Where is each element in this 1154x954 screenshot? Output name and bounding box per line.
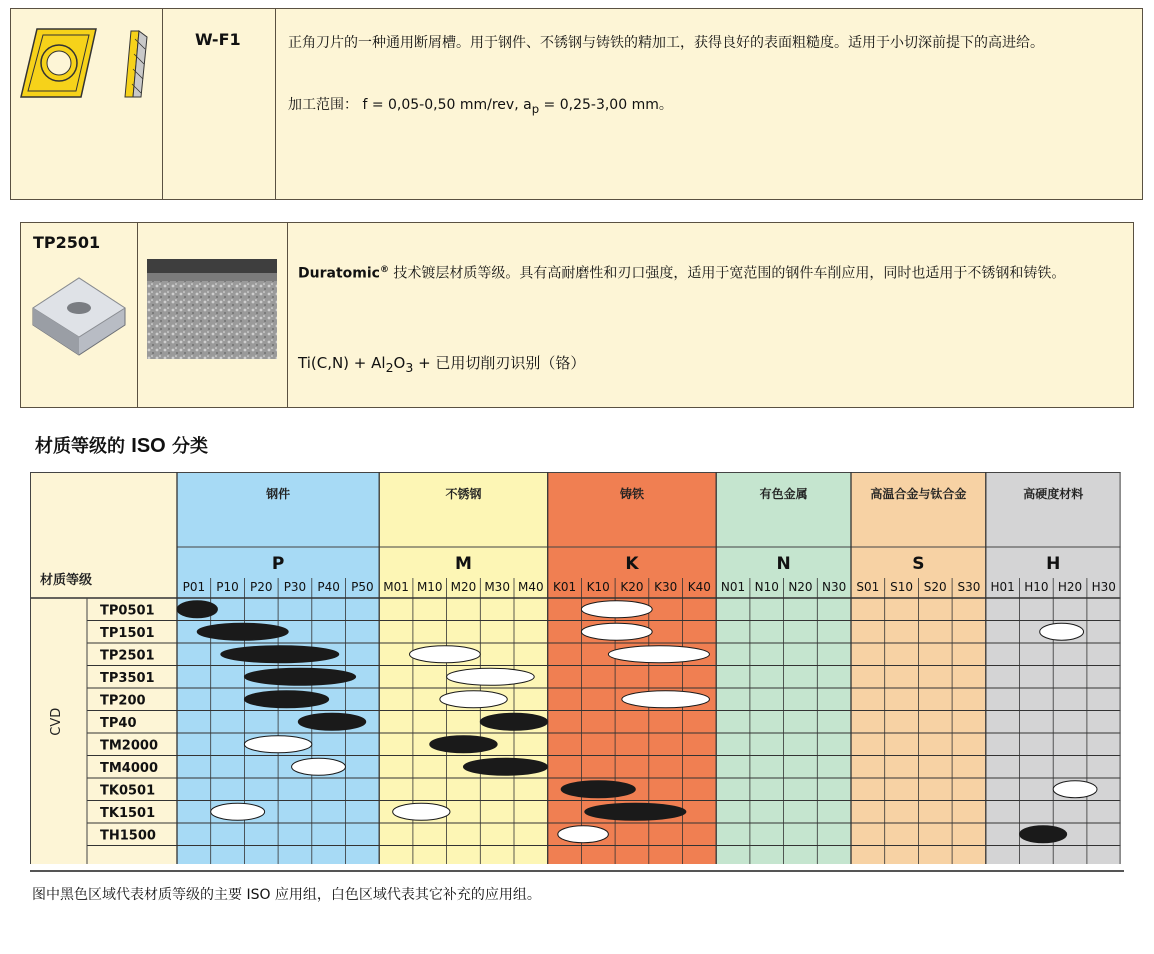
- grade-label: TP1501: [100, 625, 155, 641]
- main-application-mark: [177, 601, 217, 618]
- range-label-N01: N01: [720, 580, 746, 594]
- range-label-P50: P50: [351, 580, 374, 594]
- group-letter-N: N: [776, 554, 791, 574]
- main-application-mark: [561, 781, 635, 798]
- main-application-mark: [298, 713, 365, 730]
- main-application-mark: [480, 713, 547, 730]
- range-label-N30: N30: [822, 580, 847, 594]
- range-label-P30: P30: [283, 580, 307, 594]
- grade-label: TM2000: [100, 738, 158, 754]
- grade-label: TP0501: [100, 603, 155, 619]
- heading-iso: ISO: [131, 435, 166, 457]
- category-label: CVD: [49, 707, 64, 736]
- insert-image-cell: [11, 9, 163, 199]
- registered-mark: ®: [379, 265, 389, 275]
- group-name-M: 不锈钢: [445, 487, 482, 501]
- range-subscript: p: [531, 101, 540, 116]
- range-label-S10: S10: [890, 580, 913, 594]
- group-letter-K: K: [625, 554, 639, 574]
- range-label-K40: K40: [687, 580, 711, 594]
- group-name-H: 高硬度材料: [1023, 487, 1084, 501]
- comp-sub-b: 3: [405, 360, 414, 375]
- range-text-end: = 0,25-3,00 mm。: [539, 97, 673, 113]
- range-label-P10: P10: [216, 580, 239, 594]
- range-label-N10: N10: [754, 580, 779, 594]
- range-label-S01: S01: [856, 580, 880, 594]
- group-letter-P: P: [271, 554, 285, 574]
- range-label-M30: M30: [484, 580, 510, 594]
- range-text: 加工范围： f = 0,05-0,50 mm/rev, a: [288, 97, 532, 113]
- supplementary-application-mark: [440, 691, 507, 708]
- range-label-K20: K20: [620, 580, 644, 594]
- range-label-H01: H01: [990, 580, 1015, 594]
- grade-panel: [20, 222, 1134, 408]
- range-label-P20: P20: [249, 580, 273, 594]
- grade-label: TP2501: [100, 648, 155, 664]
- range-label-K10: K10: [586, 580, 610, 594]
- grade-image-cell: [21, 223, 138, 407]
- main-application-mark: [244, 691, 328, 708]
- chipbreaker-description: 正角刀片的一种通用断屑槽。用于钢件、不锈钢与铸铁的精加工，获得良好的表面粗糙度。适用于小切深前提下的高进给。: [288, 35, 1044, 51]
- grade-description-text: 技术镀层材质等级。具有高耐磨性和刃口强度，适用于宽范围的钢件车削应用，同时也适用于不锈钢和铸铁。: [388, 265, 1066, 282]
- main-application-mark: [1020, 826, 1067, 843]
- footnote: 图中黑色区域代表材质等级的主要 ISO 应用组，白色区域代表其它补充的应用组。: [32, 887, 541, 903]
- grade-label: TK0501: [100, 783, 156, 799]
- comp-part-c: + 已用切削刃识别（铬）: [413, 354, 586, 372]
- iso-classification-chart: [30, 472, 1124, 864]
- range-label-H30: H30: [1091, 580, 1116, 594]
- supplementary-application-mark: [558, 826, 609, 843]
- supplementary-application-mark: [292, 758, 346, 775]
- main-application-mark: [430, 736, 497, 753]
- range-label-K30: K30: [654, 580, 678, 594]
- range-label-M01: M01: [383, 580, 409, 594]
- main-application-mark: [221, 646, 339, 663]
- group-name-K: 铸铁: [619, 487, 644, 501]
- supplementary-application-mark: [581, 623, 652, 640]
- supplementary-application-mark: [410, 646, 481, 663]
- comp-part-b: O: [393, 354, 406, 372]
- group-name-S: 高温合金与钛合金: [870, 487, 967, 501]
- main-application-mark: [197, 623, 288, 640]
- heading-prefix: 材质等级的: [35, 436, 132, 457]
- range-label-K01: K01: [552, 580, 577, 594]
- main-application-mark: [585, 803, 686, 820]
- range-label-H20: H20: [1057, 580, 1083, 594]
- machining-range: [288, 94, 673, 116]
- supplementary-application-mark: [1053, 781, 1097, 798]
- group-name-P: 钢件: [266, 487, 291, 501]
- supplementary-application-mark: [1040, 623, 1084, 640]
- brand-name: Duratomic: [298, 265, 380, 282]
- supplementary-application-mark: [581, 601, 652, 618]
- section-heading: [35, 432, 208, 458]
- grade-description: [298, 258, 1128, 286]
- main-application-mark: [244, 668, 355, 685]
- range-label-P01: P01: [182, 580, 206, 594]
- range-label-M40: M40: [518, 580, 544, 594]
- supplementary-application-mark: [244, 736, 311, 753]
- range-label-M10: M10: [416, 580, 443, 594]
- group-name-N: 有色金属: [759, 487, 808, 501]
- grade-label: TM4000: [100, 760, 158, 776]
- main-application-mark: [463, 758, 547, 775]
- group-letter-M: M: [454, 554, 472, 574]
- supplementary-application-mark: [393, 803, 450, 820]
- supplementary-application-mark: [447, 668, 535, 685]
- group-letter-H: H: [1046, 554, 1061, 574]
- coating-micrograph-image: [147, 259, 277, 359]
- divider: [30, 870, 1124, 872]
- grade-label: TP40: [100, 715, 137, 731]
- grade-composition: [298, 352, 585, 375]
- supplementary-application-mark: [622, 691, 710, 708]
- chipbreaker-code: W-F1: [195, 30, 241, 49]
- micrograph-cell: [138, 223, 288, 407]
- group-letter-S: S: [912, 554, 925, 574]
- grade-label: TK1501: [100, 805, 156, 821]
- comp-part-a: Ti(C,N) + Al: [298, 354, 386, 372]
- insert-shape-icon: [11, 9, 161, 109]
- supplementary-application-mark: [608, 646, 709, 663]
- range-label-S30: S30: [957, 580, 981, 594]
- range-label-H10: H10: [1024, 580, 1049, 594]
- grade-label: TP3501: [100, 670, 155, 686]
- grade-insert-icon: [21, 253, 137, 403]
- supplementary-application-mark: [211, 803, 265, 820]
- range-label-P40: P40: [317, 580, 340, 594]
- row-header-label: 材质等级: [40, 573, 93, 588]
- grade-label: TP200: [100, 693, 146, 709]
- range-label-M20: M20: [450, 580, 477, 594]
- grade-name: TP2501: [33, 233, 101, 252]
- comp-sub-a: 2: [385, 360, 394, 375]
- range-label-N20: N20: [788, 580, 813, 594]
- grade-label: TH1500: [100, 828, 156, 844]
- heading-suffix: 分类: [165, 436, 209, 457]
- range-label-S20: S20: [923, 580, 947, 594]
